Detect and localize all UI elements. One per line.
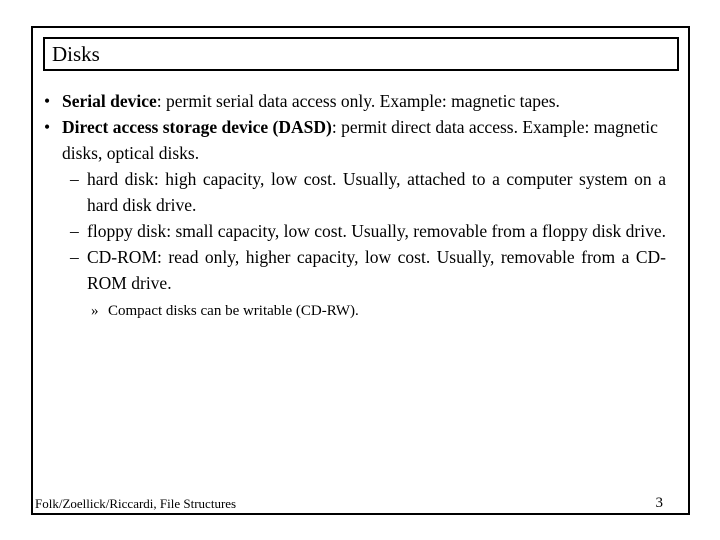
footer-source: Folk/Zoellick/Riccardi, File Structures bbox=[35, 496, 237, 511]
subbullet-text: CD-ROM: read only, higher capacity, low cost. Usually, removable from a CD-ROM drive. bbox=[87, 247, 666, 293]
subbullet-cd-rom bbox=[44, 244, 666, 296]
bullet-term: Direct access storage device (DASD) bbox=[62, 117, 332, 137]
title-text: Disks bbox=[52, 42, 100, 66]
subsub-text: Compact disks can be writable (CD-RW). bbox=[108, 303, 359, 319]
subsub-marker: » bbox=[91, 303, 99, 319]
subbullet-marker: – bbox=[70, 169, 79, 189]
subbullet-floppy-disk bbox=[44, 218, 666, 244]
bullet-serial-device bbox=[44, 88, 666, 114]
slide-content bbox=[44, 88, 666, 324]
subbullet-marker: – bbox=[70, 247, 79, 267]
page-number: 3 bbox=[655, 495, 663, 511]
slide-title bbox=[43, 37, 679, 71]
bullet-term: Serial device bbox=[62, 91, 157, 111]
bullet-marker: • bbox=[44, 91, 51, 111]
subbullet-marker: – bbox=[70, 221, 79, 241]
bullet-dasd bbox=[44, 114, 666, 166]
subbullet-text: hard disk: high capacity, low cost. Usually, attached to a computer system on a hard disk drive. bbox=[87, 169, 666, 215]
subbullet-text: floppy disk: small capacity, low cost. Usually, removable from a floppy disk drive. bbox=[87, 221, 666, 241]
bullet-text: : permit serial data access only. Example: magnetic tapes. bbox=[156, 91, 560, 111]
subbullet-hard-disk bbox=[44, 166, 666, 218]
bullet-text: : permit direct data access. Example: magnetic disks, optical disks. bbox=[62, 117, 658, 163]
subsub-cd-rw bbox=[44, 298, 666, 324]
bullet-marker: • bbox=[44, 117, 51, 137]
